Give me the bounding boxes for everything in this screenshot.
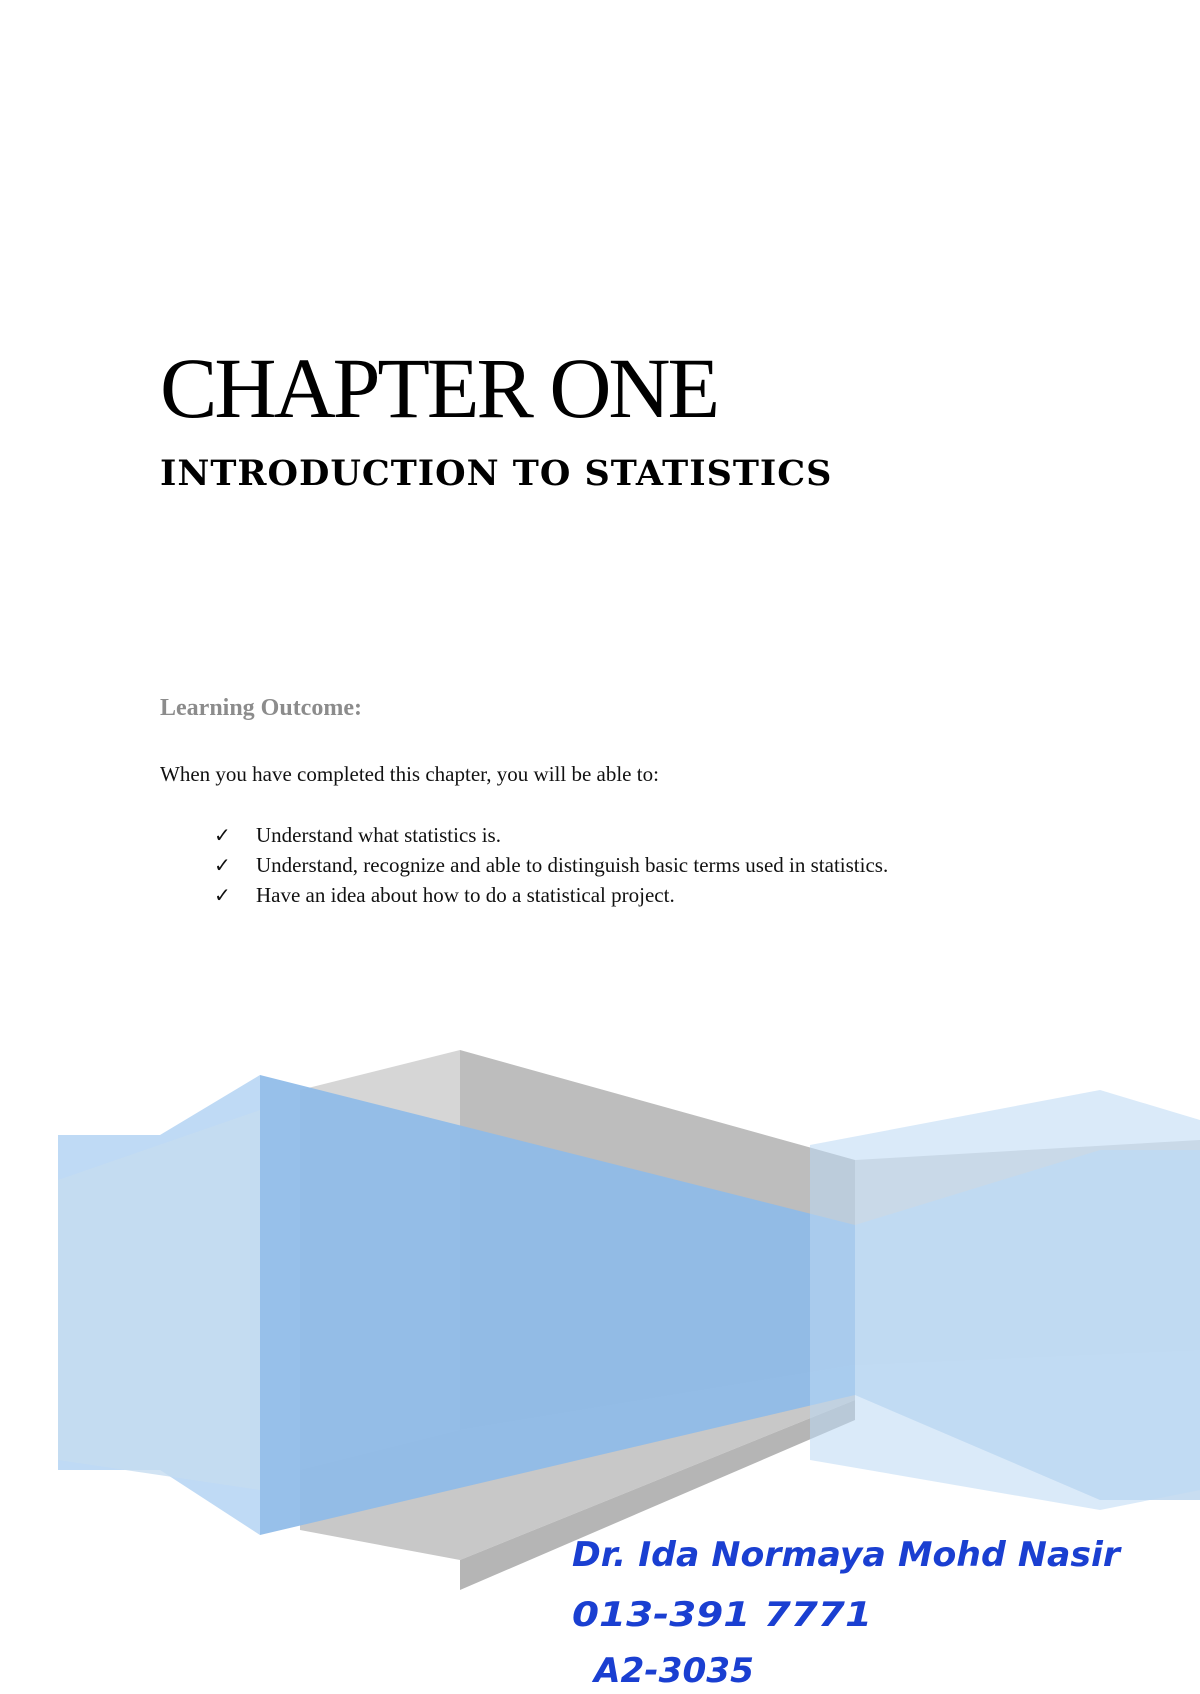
learning-outcome-heading: Learning Outcome: bbox=[160, 695, 362, 721]
handwritten-note bbox=[570, 1530, 1130, 1694]
list-item bbox=[214, 820, 888, 850]
learning-outcome-list bbox=[214, 820, 888, 910]
handwritten-room: A2-3035 bbox=[590, 1651, 754, 1691]
checkmark-icon: ✓ bbox=[214, 853, 231, 877]
handwritten-phone: 013-391 7771 bbox=[572, 1595, 872, 1635]
checkmark-icon: ✓ bbox=[214, 823, 231, 847]
checkmark-icon: ✓ bbox=[214, 883, 231, 907]
handwritten-name: Dr. Ida Normaya Mohd Nasir bbox=[572, 1535, 1123, 1575]
list-item-text: Understand what statistics is. bbox=[256, 823, 501, 847]
list-item bbox=[214, 880, 888, 910]
chapter-title: CHAPTER ONE bbox=[160, 340, 718, 436]
chapter-subtitle: INTRODUCTION TO STATISTICS bbox=[160, 453, 833, 494]
blue-panel-far-right bbox=[810, 1090, 1200, 1510]
learning-outcome-intro: When you have completed this chapter, you will be able to: bbox=[160, 762, 659, 786]
list-item-text: Understand, recognize and able to distinguish basic terms used in statistics. bbox=[256, 853, 889, 877]
list-item-text: Have an idea about how to do a statistical project. bbox=[256, 883, 675, 907]
list-item bbox=[214, 850, 888, 880]
